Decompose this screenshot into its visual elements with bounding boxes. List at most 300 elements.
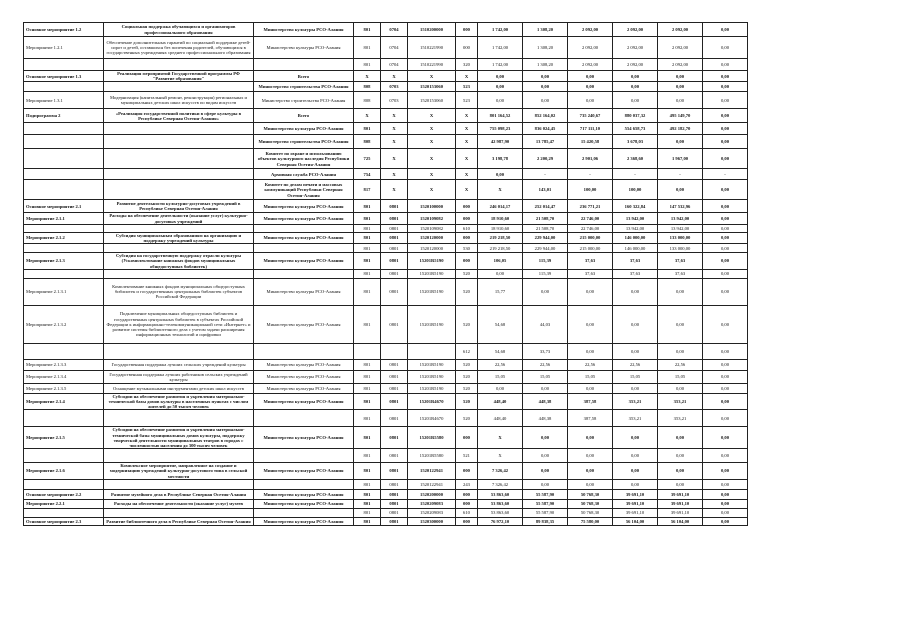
cell-event-name	[104, 123, 254, 135]
table-row	[24, 305, 748, 343]
cell-y2: 44,03	[523, 305, 568, 343]
cell-y6: 0,00	[703, 149, 748, 169]
cell-rzpr: 0801	[381, 383, 408, 393]
table-row	[24, 213, 748, 224]
cell-y2: 33,73	[523, 343, 568, 359]
cell-y1: 0,00	[478, 169, 523, 180]
cell-csr: X	[408, 71, 456, 82]
cell-y6: 0,00	[703, 244, 748, 253]
cell-y2: 115,39	[523, 269, 568, 278]
table-row	[24, 410, 748, 427]
cell-y1: 1 742,00	[478, 37, 523, 59]
cell-y6: 0,00	[703, 393, 748, 410]
cell-rzpr	[381, 343, 408, 359]
cell-executor	[254, 59, 354, 71]
cell-y2: 0,00	[523, 463, 568, 480]
cell-rzpr: 0801	[381, 499, 408, 508]
cell-grbs: 801	[354, 305, 381, 343]
cell-y3: 22 746,00	[568, 224, 613, 232]
cell-y3: 387,58	[568, 393, 613, 410]
cell-vr: 523	[456, 92, 478, 109]
cell-grbs: 817	[354, 180, 381, 200]
cell-rzpr: 0801	[381, 269, 408, 278]
cell-rzpr: 0801	[381, 213, 408, 224]
cell-executor	[254, 410, 354, 427]
cell-y3: 100,00	[568, 180, 613, 200]
cell-y6: 0,00	[703, 359, 748, 370]
cell-y4: 146 000,00	[613, 244, 658, 253]
cell-executor: Министерство культуры РСО-Алания	[254, 278, 354, 305]
cell-grbs: 808	[354, 92, 381, 109]
cell-event-name	[104, 59, 254, 71]
cell-y6: 0,00	[703, 479, 748, 489]
cell-event-code: Мероприятие 2.2.1	[24, 499, 104, 508]
cell-y1: 1 742,00	[478, 59, 523, 71]
cell-y1: 54,68	[478, 305, 523, 343]
cell-csr: 1510221990	[408, 59, 456, 71]
cell-y5: 495 149,70	[658, 109, 703, 123]
cell-vr: 520	[456, 305, 478, 343]
cell-y6: 0,00	[703, 253, 748, 270]
cell-rzpr: X	[381, 123, 408, 135]
cell-rzpr: 0801	[381, 253, 408, 270]
cell-csr: X	[408, 109, 456, 123]
cell-executor: Министерство строительства РСО-Алания	[254, 82, 354, 92]
cell-event-code	[24, 269, 104, 278]
cell-y4: 353,21	[613, 410, 658, 427]
cell-y1: 1 742,00	[478, 23, 523, 37]
budget-table-page	[23, 22, 748, 526]
cell-grbs: 801	[354, 244, 381, 253]
cell-y6: 0,00	[703, 269, 748, 278]
cell-y4: 13 942,00	[613, 213, 658, 224]
cell-y4: 22,56	[613, 359, 658, 370]
cell-rzpr: X	[381, 135, 408, 149]
cell-event-name: Государственная поддержка лучших сельских учреждений культуры	[104, 359, 254, 370]
cell-y1: 42 987,90	[478, 135, 523, 149]
cell-y6: 0,00	[703, 278, 748, 305]
cell-y2: 115,39	[523, 253, 568, 270]
cell-y5: 0,00	[658, 71, 703, 82]
cell-executor: Министерство культуры РСО-Алания	[254, 305, 354, 343]
cell-y3: 15 420,58	[568, 135, 613, 149]
cell-y5: 0,00	[658, 383, 703, 393]
cell-event-code	[24, 449, 104, 463]
table-row	[24, 37, 748, 59]
cell-y3: 2 092,00	[568, 37, 613, 59]
cell-executor: Архивная служба РСО-Алания	[254, 169, 354, 180]
cell-y4: 56 104,00	[613, 517, 658, 525]
cell-event-code	[24, 343, 104, 359]
cell-y4: 0,00	[613, 343, 658, 359]
cell-vr: 610	[456, 224, 478, 232]
table-row	[24, 427, 748, 449]
cell-y1: 7 326,42	[478, 463, 523, 480]
cell-y4: 0,00	[613, 479, 658, 489]
table-row	[24, 370, 748, 383]
cell-vr: 000	[456, 463, 478, 480]
cell-vr: 000	[456, 23, 478, 37]
cell-y5: 0,00	[658, 463, 703, 480]
cell-y4: 2 092,00	[613, 23, 658, 37]
cell-y5: 0,00	[658, 427, 703, 449]
cell-csr: 1520153060	[408, 82, 456, 92]
cell-y6: 0,00	[703, 383, 748, 393]
cell-y2: 0,00	[523, 92, 568, 109]
cell-y3: 0,00	[568, 479, 613, 489]
cell-event-code: Основное мероприятие 1.3	[24, 71, 104, 82]
cell-csr: 15201R4670	[408, 393, 456, 410]
cell-vr: X	[456, 169, 478, 180]
cell-y6: 0,00	[703, 508, 748, 517]
cell-y5: 0,00	[658, 82, 703, 92]
cell-y4: 3 678,03	[613, 135, 658, 149]
cell-csr: 1510200000	[408, 23, 456, 37]
cell-csr: 15201R5190	[408, 370, 456, 383]
cell-y4: 0,00	[613, 71, 658, 82]
cell-rzpr: 0703	[381, 82, 408, 92]
cell-executor: Министерство культуры РСО-Алания	[254, 359, 354, 370]
cell-y5: 15,05	[658, 370, 703, 383]
cell-y2: 1 308,20	[523, 37, 568, 59]
cell-y3: 0,00	[568, 449, 613, 463]
cell-csr: 1520120000	[408, 244, 456, 253]
cell-y2: 229 944,00	[523, 232, 568, 243]
cell-y4: 13 942,00	[613, 224, 658, 232]
cell-csr: 1520122941	[408, 463, 456, 480]
cell-event-name: Комплектование книжных фондов муниципальных общедоступных библиотек и государственных центральных библиотек субъектов Российской Федерации	[104, 278, 254, 305]
cell-y5: 0,00	[658, 135, 703, 149]
cell-executor: Министерство культуры РСО-Алания	[254, 23, 354, 37]
cell-csr: 1520200000	[408, 489, 456, 499]
cell-y2: 0,00	[523, 383, 568, 393]
cell-grbs: 801	[354, 200, 381, 213]
cell-y1: 76 972,10	[478, 517, 523, 525]
cell-event-code	[24, 224, 104, 232]
cell-csr: 15201R5580	[408, 449, 456, 463]
cell-event-name	[104, 244, 254, 253]
cell-grbs: 801	[354, 499, 381, 508]
cell-y4: 39 691,10	[613, 489, 658, 499]
cell-event-code: Мероприятие 2.1.1	[24, 213, 104, 224]
cell-y1: 219 218,50	[478, 232, 523, 243]
cell-grbs: 801	[354, 449, 381, 463]
cell-y3: 75 580,00	[568, 517, 613, 525]
cell-rzpr: 0801	[381, 305, 408, 343]
cell-y6: 0,00	[703, 410, 748, 427]
cell-y6: 0,00	[703, 463, 748, 480]
cell-csr: 15201R5190	[408, 359, 456, 370]
cell-event-code: Мероприятие 2.1.3.2	[24, 305, 104, 343]
cell-csr: 1520122941	[408, 479, 456, 489]
cell-rzpr: 0801	[381, 278, 408, 305]
cell-event-code: Мероприятие 2.1.4	[24, 393, 104, 410]
cell-event-code: Основное мероприятие 2.1	[24, 200, 104, 213]
cell-csr: 15201R5190	[408, 383, 456, 393]
cell-y3: 387,58	[568, 410, 613, 427]
cell-event-name	[104, 180, 254, 200]
cell-event-code: Подпрограмма 2	[24, 109, 104, 123]
cell-y4: 37,63	[613, 269, 658, 278]
cell-y1: X	[478, 180, 523, 200]
cell-y3: 0,00	[568, 305, 613, 343]
cell-grbs: 801	[354, 232, 381, 243]
cell-executor: Министерство культуры РСО-Алания	[254, 200, 354, 213]
cell-event-code	[24, 149, 104, 169]
cell-y2: 13 785,47	[523, 135, 568, 149]
cell-y5: 492 182,70	[658, 123, 703, 135]
cell-y4: 0,00	[613, 305, 658, 343]
cell-y1: X	[478, 427, 523, 449]
cell-y3: 735 240,67	[568, 109, 613, 123]
cell-event-code	[24, 180, 104, 200]
cell-rzpr: 0703	[381, 92, 408, 109]
cell-executor: Министерство культуры РСО-Алания	[254, 489, 354, 499]
table-row	[24, 200, 748, 213]
cell-executor	[254, 449, 354, 463]
table-row	[24, 508, 748, 517]
cell-y5: 2 092,00	[658, 59, 703, 71]
cell-y6: 0,00	[703, 517, 748, 525]
cell-y1: 53 863,60	[478, 489, 523, 499]
cell-event-code: Основное мероприятие 2.2	[24, 489, 104, 499]
cell-y5: 0,00	[658, 305, 703, 343]
cell-rzpr: 0801	[381, 479, 408, 489]
cell-y5: 133 000,00	[658, 232, 703, 243]
cell-y3: 0,00	[568, 343, 613, 359]
cell-executor: Всего	[254, 109, 354, 123]
cell-event-name: Расходы на обеспечение деятельности (оказание услуг) культурно-досуговых учреждений	[104, 213, 254, 224]
cell-y2: 1 308,20	[523, 23, 568, 37]
cell-executor	[254, 479, 354, 489]
cell-event-code	[24, 59, 104, 71]
cell-y3: 0,00	[568, 82, 613, 92]
cell-y4: 353,21	[613, 393, 658, 410]
cell-y4: 37,63	[613, 253, 658, 270]
cell-event-name	[104, 269, 254, 278]
cell-y4: 39 691,10	[613, 508, 658, 517]
cell-executor: Министерство культуры РСО-Алания	[254, 427, 354, 449]
cell-event-name: Реализация мероприятий Государственной программы РФ "Развитие образования"	[104, 71, 254, 82]
cell-vr: X	[456, 123, 478, 135]
cell-event-code: Мероприятие 2.1.3.5	[24, 383, 104, 393]
cell-y2: 448,38	[523, 393, 568, 410]
cell-y3: 50 768,30	[568, 489, 613, 499]
table-row	[24, 489, 748, 499]
cell-y2: 55 587,90	[523, 499, 568, 508]
cell-y5: 0,00	[658, 92, 703, 109]
cell-y2: 448,38	[523, 410, 568, 427]
cell-y2: 15,05	[523, 370, 568, 383]
cell-rzpr: 0801	[381, 449, 408, 463]
cell-event-name: Субсидии на обеспечение развития и укрепления материально-технической базы домов культуры в населенных пунктах с числом жителей до 50 тысяч человек	[104, 393, 254, 410]
cell-executor: Комитет по охране и использованию объектов культурного наследия Республики Северная Осетия-Алания	[254, 149, 354, 169]
cell-executor: Министерство строительства РСО-Алания	[254, 135, 354, 149]
cell-y6: 0,00	[703, 427, 748, 449]
cell-y6: 0,00	[703, 82, 748, 92]
cell-executor: Министерство культуры РСО-Алания	[254, 123, 354, 135]
cell-vr: X	[456, 109, 478, 123]
cell-grbs: 801	[354, 427, 381, 449]
cell-vr: 610	[456, 508, 478, 517]
cell-y2: 55 587,90	[523, 508, 568, 517]
cell-grbs: X	[354, 109, 381, 123]
cell-y2: 229 944,00	[523, 244, 568, 253]
cell-executor: Министерство культуры РСО-Алания	[254, 463, 354, 480]
cell-y2: 0,00	[523, 479, 568, 489]
cell-y6: 0,00	[703, 305, 748, 343]
cell-y2: 0,00	[523, 427, 568, 449]
cell-rzpr: X	[381, 149, 408, 169]
cell-y6: 0,00	[703, 71, 748, 82]
cell-y1: 22,56	[478, 359, 523, 370]
cell-y2: 143,01	[523, 180, 568, 200]
cell-csr: 15201R5580	[408, 427, 456, 449]
cell-y4: 0,00	[613, 449, 658, 463]
cell-y3: 215 000,00	[568, 232, 613, 243]
cell-grbs: 801	[354, 463, 381, 480]
cell-vr: 243	[456, 479, 478, 489]
cell-y4: 2 368,60	[613, 149, 658, 169]
cell-vr: 520	[456, 410, 478, 427]
cell-y3: 50 768,30	[568, 508, 613, 517]
cell-event-code	[24, 169, 104, 180]
cell-csr: 15201R5190	[408, 253, 456, 270]
cell-vr: 520	[456, 370, 478, 383]
cell-event-name	[104, 410, 254, 427]
cell-y1: 219 218,50	[478, 244, 523, 253]
cell-y5: 13 942,00	[658, 213, 703, 224]
cell-y2: 1 308,20	[523, 59, 568, 71]
budget-table	[23, 22, 748, 526]
cell-event-code: Мероприятие 2.1.6	[24, 463, 104, 480]
table-row	[24, 449, 748, 463]
cell-y4: 2 092,00	[613, 37, 658, 59]
cell-y5: 39 691,10	[658, 508, 703, 517]
cell-event-name: Субсидия муниципальным образованиям на организацию и поддержку учреждений культуры	[104, 232, 254, 243]
cell-rzpr: 0801	[381, 517, 408, 525]
cell-rzpr: 0801	[381, 359, 408, 370]
cell-y4: 15,05	[613, 370, 658, 383]
table-row	[24, 253, 748, 270]
cell-grbs: 801	[354, 393, 381, 410]
cell-y3: 0,00	[568, 278, 613, 305]
cell-y5: 353,21	[658, 393, 703, 410]
cell-executor: Министерство культуры РСО-Алания	[254, 213, 354, 224]
cell-vr: X	[456, 149, 478, 169]
cell-executor: Министерство культуры РСО-Алания	[254, 393, 354, 410]
cell-event-code: Мероприятие 2.1.2	[24, 232, 104, 243]
table-row	[24, 244, 748, 253]
table-row	[24, 232, 748, 243]
cell-grbs	[354, 343, 381, 359]
cell-event-name: Развитие музейного дела в Республике Северная Осетия-Алания	[104, 489, 254, 499]
cell-y1: 448,40	[478, 393, 523, 410]
cell-csr: 1520120000	[408, 232, 456, 243]
cell-y3: 236 771,21	[568, 200, 613, 213]
cell-rzpr: 0801	[381, 200, 408, 213]
cell-y2: 89 838,35	[523, 517, 568, 525]
cell-y1: 15,77	[478, 278, 523, 305]
cell-event-code: Мероприятие 1.2.1	[24, 37, 104, 59]
cell-y6: 0,00	[703, 489, 748, 499]
table-row	[24, 23, 748, 37]
cell-grbs: 801	[354, 517, 381, 525]
cell-vr: 000	[456, 213, 478, 224]
cell-vr: 000	[456, 37, 478, 59]
cell-event-name	[104, 508, 254, 517]
cell-y1: X	[478, 449, 523, 463]
cell-event-name: Социальная поддержка обучающихся и организаторов профессионального образования	[104, 23, 254, 37]
cell-grbs: 801	[354, 489, 381, 499]
cell-event-name	[104, 149, 254, 169]
cell-executor	[254, 269, 354, 278]
cell-y3: 0,00	[568, 383, 613, 393]
cell-grbs: 801	[354, 410, 381, 427]
cell-vr: 521	[456, 449, 478, 463]
table-row	[24, 71, 748, 82]
cell-vr: 523	[456, 82, 478, 92]
cell-csr: 15201R5190	[408, 269, 456, 278]
cell-executor	[254, 244, 354, 253]
table-row	[24, 463, 748, 480]
cell-rzpr: 0801	[381, 393, 408, 410]
cell-executor: Министерство культуры РСО-Алания	[254, 383, 354, 393]
cell-vr: 530	[456, 244, 478, 253]
cell-y4: 880 037,32	[613, 109, 658, 123]
cell-rzpr: X	[381, 71, 408, 82]
cell-y3: 2 092,00	[568, 59, 613, 71]
table-row	[24, 359, 748, 370]
cell-y6: 0,00	[703, 92, 748, 109]
cell-y4: 0,00	[613, 427, 658, 449]
cell-y5: 1 967,00	[658, 149, 703, 169]
cell-y6: 0,00	[703, 224, 748, 232]
cell-grbs: 801	[354, 37, 381, 59]
cell-vr: 000	[456, 489, 478, 499]
cell-grbs: 801	[354, 278, 381, 305]
cell-rzpr: 0801	[381, 489, 408, 499]
cell-event-code	[24, 82, 104, 92]
cell-y6: 0,00	[703, 232, 748, 243]
cell-vr: X	[456, 180, 478, 200]
cell-event-code: Основное мероприятие 2.3	[24, 517, 104, 525]
cell-rzpr: X	[381, 180, 408, 200]
cell-vr: 000	[456, 499, 478, 508]
cell-grbs: 725	[354, 149, 381, 169]
cell-vr: 000	[456, 427, 478, 449]
cell-event-name	[104, 343, 254, 359]
cell-y2: 21 508,70	[523, 224, 568, 232]
cell-csr: 15201R5190	[408, 305, 456, 343]
table-row	[24, 479, 748, 489]
cell-grbs: 801	[354, 359, 381, 370]
cell-rzpr: 0801	[381, 232, 408, 243]
cell-executor: Комитет по делам печати и массовых коммуникаций Республики Северная Осетия-Алания	[254, 180, 354, 200]
cell-grbs: 808	[354, 82, 381, 92]
cell-y3: 15,05	[568, 370, 613, 383]
cell-y1: 448,40	[478, 410, 523, 427]
cell-csr	[408, 343, 456, 359]
cell-y6: 0,00	[703, 59, 748, 71]
cell-grbs: 801	[354, 269, 381, 278]
table-row	[24, 383, 748, 393]
cell-executor: Министерство культуры РСО-Алания	[254, 499, 354, 508]
cell-grbs: 801	[354, 59, 381, 71]
cell-event-name: Модернизация (капитальный ремонт, реконструкция) региональных и муниципальных детских школ искусств по видам искусств	[104, 92, 254, 109]
cell-y1: 7 326,42	[478, 479, 523, 489]
cell-y6: 0,00	[703, 37, 748, 59]
